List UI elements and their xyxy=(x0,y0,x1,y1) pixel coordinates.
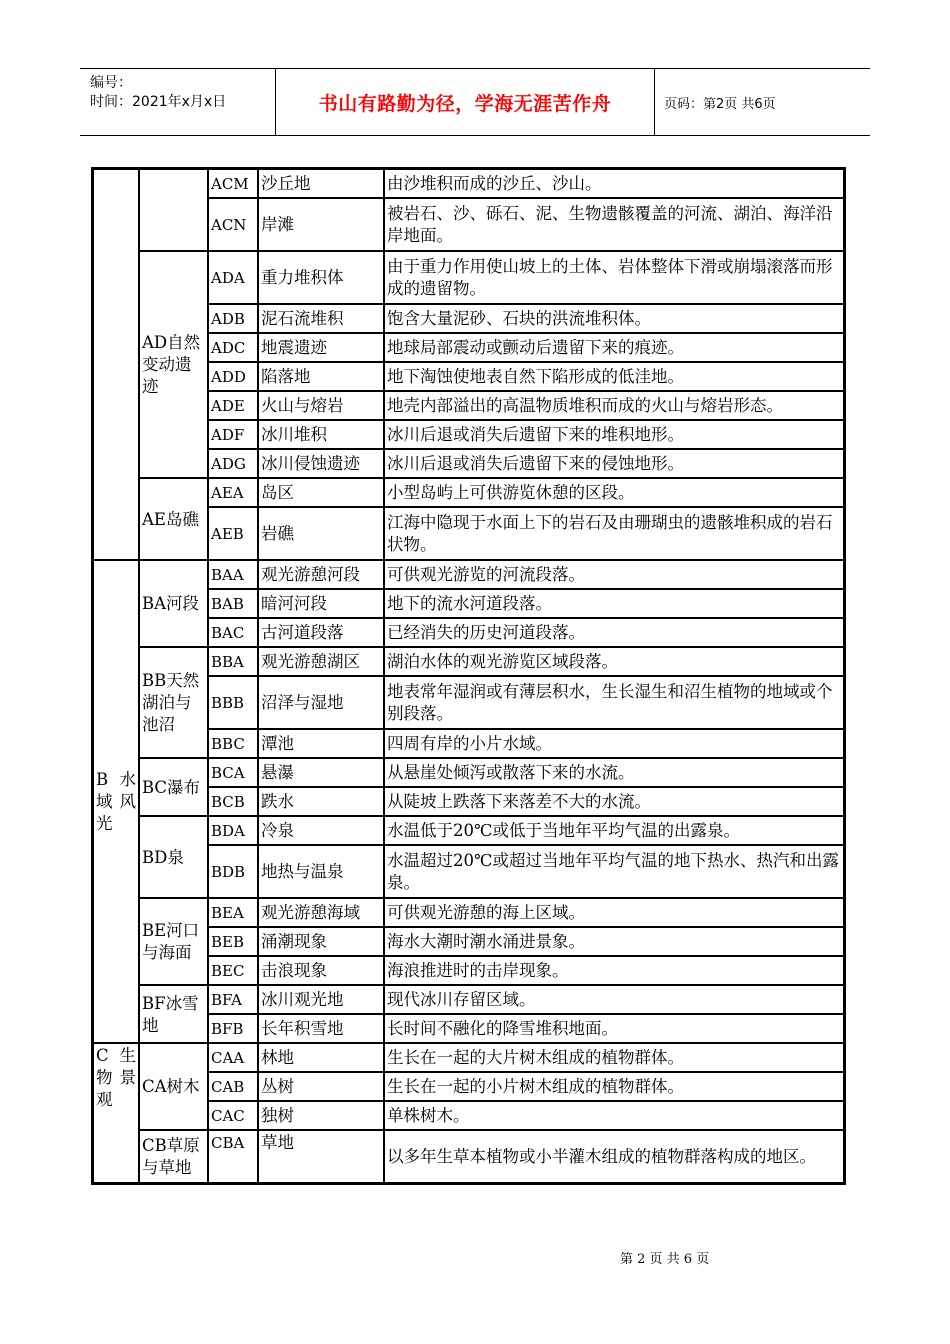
name-cell: 涌潮现象 xyxy=(258,927,384,956)
sub-type-cell: BB天然湖泊与池沼 xyxy=(139,647,208,758)
main-type-cell: C 生物景观 xyxy=(93,1043,139,1183)
description-cell: 地下淘蚀使地表自然下陷形成的低洼地。 xyxy=(384,362,844,391)
description-cell: 江海中隐现于水面上下的岩石及由珊瑚虫的遗骸堆积成的岩石状物。 xyxy=(384,507,844,560)
code-cell: BEB xyxy=(208,927,258,956)
code-cell: ADG xyxy=(208,449,258,478)
description-cell: 由于重力作用使山坡上的土体、岩体整体下滑或崩塌滚落而形成的遗留物。 xyxy=(384,251,844,304)
name-cell: 独树 xyxy=(258,1101,384,1130)
table-row xyxy=(93,898,844,927)
code-cell: BEA xyxy=(208,898,258,927)
code-cell: AEB xyxy=(208,507,258,560)
code-cell: CAB xyxy=(208,1072,258,1101)
sub-type-cell: BF冰雪地 xyxy=(139,985,208,1043)
description-cell: 已经消失的历史河道段落。 xyxy=(384,618,844,647)
table-row xyxy=(93,251,844,304)
description-cell: 被岩石、沙、砾石、泥、生物遗骸覆盖的河流、湖泊、海洋沿岸地面。 xyxy=(384,198,844,251)
table-row xyxy=(93,647,844,676)
name-cell: 林地 xyxy=(258,1043,384,1072)
sub-type-cell: BA河段 xyxy=(139,560,208,647)
code-cell: AEA xyxy=(208,478,258,507)
description-cell: 小型岛屿上可供游览休憩的区段。 xyxy=(384,478,844,507)
code-cell: BCA xyxy=(208,758,258,787)
name-cell: 陷落地 xyxy=(258,362,384,391)
description-cell: 冰川后退或消失后遗留下来的堆积地形。 xyxy=(384,420,844,449)
table-row xyxy=(93,1130,844,1183)
code-cell: BAB xyxy=(208,589,258,618)
table-row xyxy=(93,560,844,589)
header-motto: 书山有路勤为径，学海无涯苦作舟 xyxy=(275,68,655,136)
description-cell: 水温低于20℃或低于当地年平均气温的出露泉。 xyxy=(384,816,844,845)
description-cell: 长时间不融化的降雪堆积地面。 xyxy=(384,1014,844,1043)
sub-type-cell-ac xyxy=(139,169,208,251)
name-cell: 悬瀑 xyxy=(258,758,384,787)
description-cell: 从陡坡上跌落下来落差不大的水流。 xyxy=(384,787,844,816)
name-cell: 沙丘地 xyxy=(258,169,384,198)
description-cell: 地壳内部溢出的高温物质堆积而成的火山与熔岩形态。 xyxy=(384,391,844,420)
sub-type-cell: BD泉 xyxy=(139,816,208,898)
name-cell: 潭池 xyxy=(258,729,384,758)
name-cell: 岩礁 xyxy=(258,507,384,560)
name-cell: 击浪现象 xyxy=(258,956,384,985)
header-meta xyxy=(90,74,226,112)
code-cell: BCB xyxy=(208,787,258,816)
name-cell: 冰川侵蚀遗迹 xyxy=(258,449,384,478)
name-cell: 观光游憩湖区 xyxy=(258,647,384,676)
name-cell: 跌水 xyxy=(258,787,384,816)
name-cell: 岛区 xyxy=(258,478,384,507)
code-cell: BBA xyxy=(208,647,258,676)
description-cell: 生长在一起的小片树木组成的植物群体。 xyxy=(384,1072,844,1101)
name-cell: 观光游憩海域 xyxy=(258,898,384,927)
table-row xyxy=(93,816,844,845)
code-cell: ADF xyxy=(208,420,258,449)
code-cell: CBA xyxy=(208,1130,258,1183)
table-row xyxy=(93,478,844,507)
description-cell: 海浪推进时的击岸现象。 xyxy=(384,956,844,985)
description-cell: 现代冰川存留区域。 xyxy=(384,985,844,1014)
sub-type-cell: CB草原与草地 xyxy=(139,1130,208,1183)
page-header xyxy=(80,68,870,136)
code-cell: BEC xyxy=(208,956,258,985)
code-cell: BBC xyxy=(208,729,258,758)
code-cell: BAA xyxy=(208,560,258,589)
name-cell: 古河道段落 xyxy=(258,618,384,647)
name-cell: 冰川观光地 xyxy=(258,985,384,1014)
sub-type-cell: BE河口与海面 xyxy=(139,898,208,985)
name-cell: 地热与温泉 xyxy=(258,845,384,898)
name-cell: 火山与熔岩 xyxy=(258,391,384,420)
description-cell: 可供观光游憩的海上区域。 xyxy=(384,898,844,927)
code-cell: ACN xyxy=(208,198,258,251)
description-cell: 地下的流水河道段落。 xyxy=(384,589,844,618)
code-cell: ADD xyxy=(208,362,258,391)
name-cell: 长年积雪地 xyxy=(258,1014,384,1043)
sub-type-cell: CA树木 xyxy=(139,1043,208,1130)
description-cell: 冰川后退或消失后遗留下来的侵蚀地形。 xyxy=(384,449,844,478)
description-cell: 以多年生草本植物或小半灌木组成的植物群落构成的地区。 xyxy=(384,1130,844,1183)
description-cell: 地表常年湿润或有薄层积水，生长湿生和沼生植物的地域或个别段落。 xyxy=(384,676,844,729)
code-cell: BBB xyxy=(208,676,258,729)
sub-type-cell: AE岛礁 xyxy=(139,478,208,560)
name-cell: 观光游憩河段 xyxy=(258,560,384,589)
description-cell: 地球局部震动或颤动后遗留下来的痕迹。 xyxy=(384,333,844,362)
sub-type-cell: AD自然变动遗迹 xyxy=(139,251,208,478)
description-cell: 从悬崖处倾泻或散落下来的水流。 xyxy=(384,758,844,787)
name-cell: 丛树 xyxy=(258,1072,384,1101)
code-cell: CAC xyxy=(208,1101,258,1130)
name-cell: 沼泽与湿地 xyxy=(258,676,384,729)
name-cell: 地震遗迹 xyxy=(258,333,384,362)
header-page-label: 页码：第2页 共6页 xyxy=(664,96,776,112)
description-cell: 单株树木。 xyxy=(384,1101,844,1130)
table-row xyxy=(93,985,844,1014)
table-row xyxy=(93,1043,844,1072)
code-cell: BFA xyxy=(208,985,258,1014)
code-cell: ACM xyxy=(208,169,258,198)
page-footer: 第 2 页 共 6 页 xyxy=(620,1252,710,1267)
document-number-label: 编号： xyxy=(90,75,132,91)
table-row xyxy=(93,758,844,787)
main-type-cell: B 水域风光 xyxy=(93,560,139,1043)
code-cell: ADB xyxy=(208,304,258,333)
name-cell: 冷泉 xyxy=(258,816,384,845)
name-cell: 草地 xyxy=(258,1130,384,1183)
description-cell: 海水大潮时潮水涌进景象。 xyxy=(384,927,844,956)
code-cell: ADE xyxy=(208,391,258,420)
name-cell: 泥石流堆积 xyxy=(258,304,384,333)
table-row xyxy=(93,169,844,198)
description-cell: 四周有岸的小片水域。 xyxy=(384,729,844,758)
name-cell: 岸滩 xyxy=(258,198,384,251)
sub-type-cell: BC瀑布 xyxy=(139,758,208,816)
main-type-cell-a xyxy=(93,169,139,560)
code-cell: BDA xyxy=(208,816,258,845)
code-cell: ADA xyxy=(208,251,258,304)
code-cell: ADC xyxy=(208,333,258,362)
description-cell: 由沙堆积而成的沙丘、沙山。 xyxy=(384,169,844,198)
description-cell: 可供观光游览的河流段落。 xyxy=(384,560,844,589)
description-cell: 湖泊水体的观光游览区域段落。 xyxy=(384,647,844,676)
code-cell: BDB xyxy=(208,845,258,898)
document-time-label: 时间：2021年x月x日 xyxy=(90,94,227,110)
code-cell: BFB xyxy=(208,1014,258,1043)
description-cell: 水温超过20℃或超过当地年平均气温的地下热水、热汽和出露泉。 xyxy=(384,845,844,898)
code-cell: BAC xyxy=(208,618,258,647)
name-cell: 重力堆积体 xyxy=(258,251,384,304)
attraction-classification-table xyxy=(91,167,846,1185)
description-cell: 生长在一起的大片树木组成的植物群体。 xyxy=(384,1043,844,1072)
name-cell: 暗河河段 xyxy=(258,589,384,618)
code-cell: CAA xyxy=(208,1043,258,1072)
description-cell: 饱含大量泥砂、石块的洪流堆积体。 xyxy=(384,304,844,333)
name-cell: 冰川堆积 xyxy=(258,420,384,449)
